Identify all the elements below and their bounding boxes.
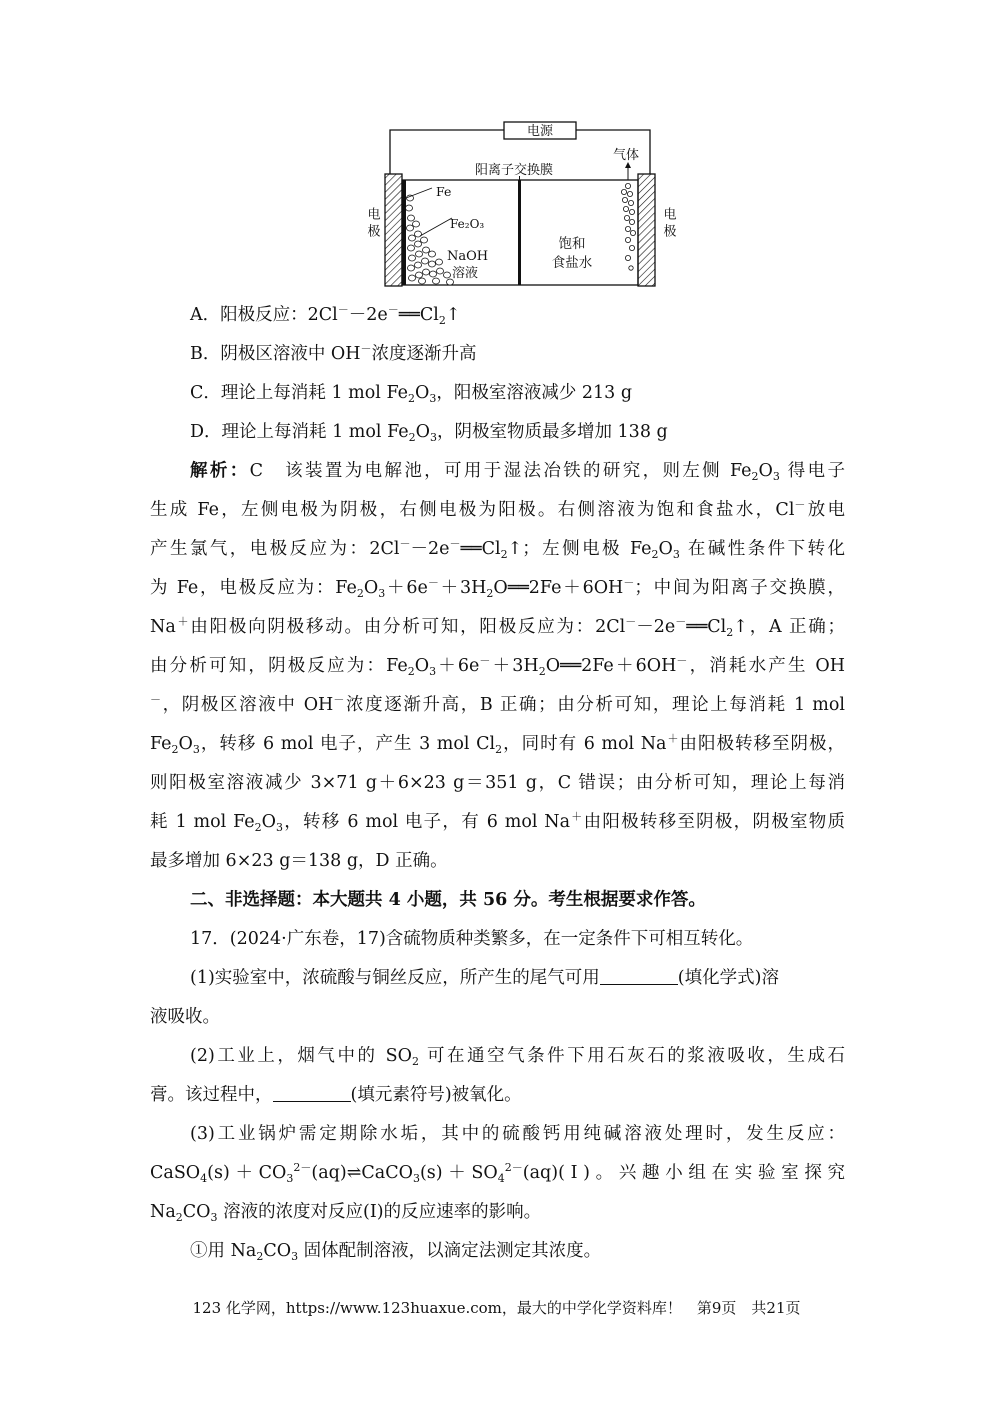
question-intro: (2024·广东卷，17)含硫物质种类繁多，在一定条件下可相互转化。 <box>229 929 754 949</box>
fe2o3-label: Fe₂O₃ <box>450 217 485 231</box>
fe2o3-particles <box>406 195 454 285</box>
question-part-3-equation: $CaSO_4(s)+CO_3^{2-}(aq)\rightleftharpoons CaCO_3(s)+SO_4^{2-}(aq)(Ⅰ)$。兴趣小组在实验室探究 <box>150 1161 846 1185</box>
analysis-line-7: －，阴极区溶液中 OH－浓度逐渐升高，B 正确；由分析可知，理论上每消耗 1 mol <box>150 693 845 715</box>
question-part-3: (3)工业锅炉需定期除水垢，其中的硫酸钙用纯碱溶液处理时，发生反应： <box>190 1124 845 1144</box>
answer-blank-1[interactable] <box>600 968 678 985</box>
fe-pointer-line <box>406 188 432 198</box>
fe-label: Fe <box>436 184 452 199</box>
answer-blank-2[interactable] <box>273 1085 351 1102</box>
fe-layer <box>402 180 406 285</box>
analysis-line-1: 解析：C 该装置为电解池，可用于湿法冶铁的研究，则左侧 $Fe_2O_3$ 得电子 <box>190 461 845 483</box>
cation-exchange-membrane <box>518 180 521 285</box>
analysis-line-2: 生成 Fe，左侧电极为阴极，右侧电极为阳极。右侧溶液为饱和食盐水，Cl－放电 <box>150 498 846 520</box>
analysis-line-6: 由分析可知，阴极反应为：$Fe_2O_3+6e^-+3H_2O══2Fe+6OH^-$，消耗水产生 OH <box>150 654 845 678</box>
analysis-line-8: $Fe_2O_3$，转移 6 mol 电子，产生 3 mol $Cl_2$，同时有 6 mol Na＋由阳极转移至阴极， <box>150 732 846 756</box>
question-part-1-line2: 液吸收。 <box>150 1007 220 1027</box>
page-footer: 123 化学网，https://www.123huaxue.com，最大的中学化学资料库！ 第9页 共21页 <box>192 1299 801 1317</box>
naoh-solution-label: 溶液 <box>452 266 479 281</box>
question-part-2-line2 <box>150 1083 845 1107</box>
gas-label: 气体 <box>612 148 640 163</box>
question-number: 17． <box>190 929 230 949</box>
fe2o3-pointer-line <box>420 218 452 236</box>
question-part-3-line3: $Na_2CO_3$ 溶液的浓度对反应(Ⅰ)的反应速率的影响。 <box>150 1202 542 1224</box>
left-electrode-label: 电极 <box>364 207 380 241</box>
analysis-line-10: 耗 1 mol $Fe_2O_3$，转移 6 mol 电子，有 6 mol Na＋由阳极转移至阴极，阴极室物质 <box>150 810 845 834</box>
part-1-text-end: (填化学式)溶 <box>677 968 779 988</box>
gas-bubbles <box>621 183 635 270</box>
membrane-label: 阳离子交换膜 <box>474 163 554 178</box>
left-electrode <box>385 174 402 286</box>
analysis-head: 解析： <box>190 461 250 481</box>
option-b: B．阴极区溶液中 OH－浓度逐渐升高 <box>190 342 477 364</box>
part-1-text: (1)实验室中，浓硫酸与铜丝反应，所产生的尾气可用 <box>190 968 600 988</box>
power-label: 电源 <box>526 124 554 139</box>
analysis-line-4: 为 Fe，电极反应为：$Fe_2O_3+6e^-+3H_2O══2Fe+6OH^-$；中间为阳离子交换膜， <box>150 576 845 600</box>
naoh-label: NaOH <box>447 249 489 264</box>
part-2-text: 膏。该过程中， <box>150 1085 273 1105</box>
section-title: 二、非选择题：本大题共 4 小题，共 56 分。考生根据要求作答。 <box>190 890 706 910</box>
analysis-line-9: 则阳极室溶液减少 3×71 g＋6×23 g＝351 g，C 错误；由分析可知，理论上每消 <box>150 773 845 793</box>
part-2-text-end: (填元素符号)被氧化。 <box>350 1085 522 1105</box>
option-c: C．理论上每消耗 1 mol $Fe_2O_3$，阳极室溶液减少 213 g <box>190 383 633 405</box>
analysis-line-5: Na＋由阳极向阴极移动。由分析可知，阳极反应为：$2Cl^--2e^-══Cl_2↑$，A 正确； <box>150 615 846 639</box>
brine-label-line2: 食盐水 <box>551 255 593 271</box>
question-part-2: (2)工业上，烟气中的 $SO_2$ 可在通空气条件下用石灰石的浆液吸收，生成石 <box>190 1046 846 1068</box>
question-17-intro <box>190 927 885 951</box>
right-electrode-label: 电极 <box>660 207 676 241</box>
question-part-1 <box>190 966 885 990</box>
option-d: D．理论上每消耗 1 mol $Fe_2O_3$，阴极室物质最多增加 138 g <box>190 422 668 444</box>
brine-label-line1: 饱和 <box>558 236 586 252</box>
analysis-line-11: 最多增加 6×23 g＝138 g，D 正确。 <box>150 851 448 871</box>
right-electrode <box>638 174 655 286</box>
question-part-3-item1: ①用 $Na_2CO_3$ 固体配制溶液，以滴定法测定其浓度。 <box>190 1241 602 1263</box>
electrolysis-cell-diagram <box>360 118 680 293</box>
option-a: A．阳极反应：$2Cl^--2e^-══Cl_2↑$ <box>190 303 461 327</box>
analysis-line-3: 产生氯气，电极反应为：$2Cl^--2e^-══Cl_2↑$；左侧电极 $Fe_2O_3$ 在碱性条件下转化 <box>150 537 845 561</box>
